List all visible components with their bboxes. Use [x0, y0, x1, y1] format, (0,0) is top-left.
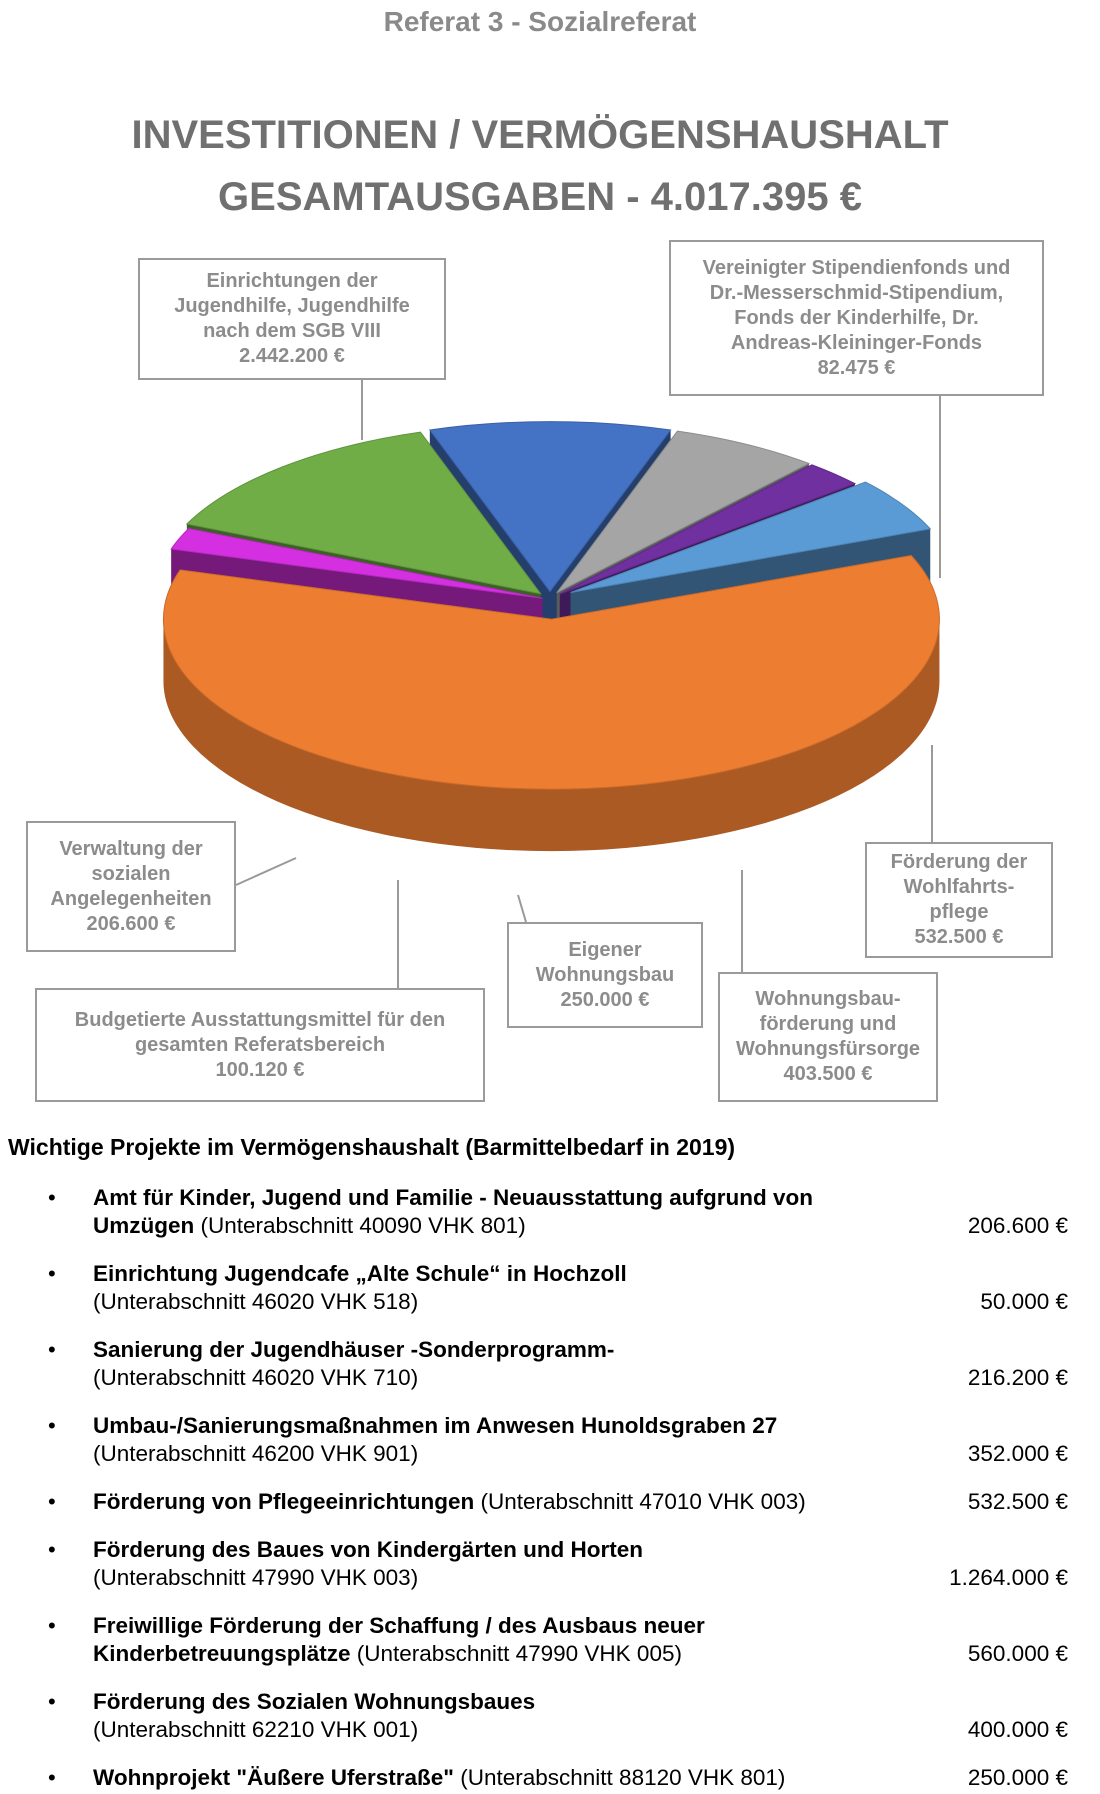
- list-item: [0, 1536, 1080, 1592]
- callout-line: gesamten Referatsbereich: [134, 1033, 386, 1056]
- callout-line: pflege: [929, 901, 989, 923]
- project-text: [93, 1260, 913, 1316]
- bullet-icon: •: [48, 1185, 56, 1210]
- callout-line: Verwaltung der: [59, 837, 203, 860]
- project-amount: 50.000 €: [980, 1289, 1068, 1314]
- bullet-icon: •: [48, 1413, 56, 1438]
- project-text: [93, 1184, 913, 1240]
- project-ref: (Unterabschnitt 88120 VHK 801): [453, 1765, 786, 1790]
- callout-lines: [148, 269, 436, 344]
- project-title: Sanierung der Jugendhäuser -Sonderprogramm-: [93, 1337, 615, 1362]
- chart-title-line2: GESAMTAUSGABEN - 4.017.395 €: [218, 175, 862, 219]
- project-title: Einrichtung Jugendcafe „Alte Schule“ in Hochzoll: [93, 1261, 627, 1286]
- callout-line: nach dem SGB VIII: [203, 320, 381, 342]
- list-item: [0, 1260, 1080, 1316]
- callout-line: Einrichtungen der: [206, 270, 378, 292]
- project-text: [93, 1764, 873, 1792]
- leader-line: [518, 895, 526, 922]
- projects-heading: Wichtige Projekte im Vermögenshaushalt (Barmittelbedarf in 2019): [8, 1134, 736, 1160]
- project-amount: 206.600 €: [967, 1213, 1068, 1238]
- bullet-icon: •: [48, 1489, 56, 1514]
- callout-value: 532.500 €: [914, 926, 1004, 948]
- callout-line: Dr.-Messerschmid-Stipendium,: [709, 281, 1004, 304]
- project-title: Umbau-/Sanierungsmaßnahmen im Anwesen Hunoldsgraben 27: [93, 1413, 778, 1438]
- project-amount: 250.000 €: [967, 1765, 1068, 1790]
- callout-line: Vereinigter Stipendienfonds und: [702, 256, 1011, 279]
- bullet-icon: •: [48, 1261, 56, 1286]
- bullet-icon: •: [48, 1337, 56, 1362]
- project-title: Förderung des Sozialen Wohnungsbaues: [93, 1689, 536, 1714]
- project-title: Wohnprojekt "Äußere Uferstraße": [93, 1765, 454, 1790]
- project-text: [93, 1688, 913, 1744]
- list-item: [0, 1612, 1080, 1668]
- project-amount: 216.200 €: [967, 1365, 1068, 1390]
- list-item: [0, 1412, 1080, 1468]
- list-item: [0, 1488, 1080, 1516]
- project-ref: (Unterabschnitt 47010 VHK 003): [474, 1489, 806, 1514]
- project-amount: 560.000 €: [967, 1641, 1068, 1666]
- bullet-icon: •: [48, 1765, 56, 1790]
- project-ref: (Unterabschnitt 47990 VHK 003): [93, 1565, 419, 1590]
- callout-value: 100.120 €: [215, 1058, 305, 1081]
- callout-line: Wohnungsbau: [535, 963, 675, 986]
- callout-line: förderung und: [759, 1013, 897, 1035]
- callout-value: 206.600 €: [86, 912, 176, 935]
- page-header: Referat 3 - Sozialreferat: [383, 6, 697, 37]
- project-text: [93, 1488, 873, 1516]
- project-ref: (Unterabschnitt 46200 VHK 901): [93, 1441, 419, 1466]
- callout-line: Fonds der Kinderhilfe, Dr.: [734, 306, 979, 329]
- project-title: Amt für Kinder, Jugend und Familie - Neuausstattung aufgrund von Umzügen: [93, 1185, 814, 1238]
- callout-line: sozialen: [91, 862, 171, 885]
- chart-title-line1: INVESTITIONEN / VERMÖGENSHAUSHALT: [131, 113, 949, 157]
- bullet-icon: •: [48, 1613, 56, 1638]
- project-ref: (Unterabschnitt 46020 VHK 710): [93, 1365, 419, 1390]
- callout-line: Eigener: [568, 938, 642, 961]
- callout-value: 403.500 €: [783, 1063, 873, 1085]
- list-item: [0, 1336, 1080, 1392]
- callout-jugendhilfe: [138, 258, 446, 380]
- callout-line: Budgetierte Ausstattungsmittel für den: [74, 1008, 446, 1031]
- project-amount: 352.000 €: [967, 1441, 1068, 1466]
- project-ref: (Unterabschnitt 62210 VHK 001): [93, 1717, 419, 1742]
- callout-eigener-wohnungsbau: [507, 922, 703, 1028]
- project-text: [93, 1412, 913, 1468]
- callout-line: Andreas-Kleininger-Fonds: [730, 331, 983, 354]
- list-item: [0, 1688, 1080, 1744]
- project-amount: 400.000 €: [967, 1717, 1068, 1742]
- callout-line: Förderung der: [890, 851, 1028, 873]
- callout-line: Jugendhilfe, Jugendhilfe: [174, 295, 410, 317]
- callout-line: Wohlfahrts-: [903, 876, 1015, 898]
- project-title: Freiwillige Förderung der Schaffung / des Ausbaus neuer Kinderbetreuungsplätze: [93, 1613, 705, 1666]
- project-text: [93, 1336, 913, 1392]
- callout-line: Wohnungsbau-: [755, 988, 901, 1010]
- bullet-icon: •: [48, 1689, 56, 1714]
- callout-value: 82.475 €: [817, 356, 896, 379]
- project-amount: 532.500 €: [967, 1489, 1068, 1514]
- callout-wohlfahrtspflege: [865, 842, 1053, 958]
- list-item: [0, 1184, 1080, 1240]
- callout-line: Angelegenheiten: [50, 887, 212, 910]
- project-text: [93, 1612, 793, 1668]
- callout-line: Wohnungsfürsorge: [735, 1038, 921, 1060]
- callout-wohnungsfuersorge: [718, 972, 938, 1102]
- bullet-icon: •: [48, 1537, 56, 1562]
- callout-ausstattungsmittel: [35, 988, 485, 1102]
- callout-value: 2.442.200 €: [239, 345, 345, 367]
- project-text: [93, 1536, 913, 1592]
- project-ref: (Unterabschnitt 40090 VHK 801): [194, 1213, 526, 1238]
- project-title: Förderung des Baues von Kindergärten und Horten: [93, 1537, 644, 1562]
- callout-value: 250.000 €: [560, 988, 650, 1011]
- callout-verwaltung: [26, 821, 236, 952]
- project-title: Förderung von Pflegeeinrichtungen: [93, 1489, 475, 1514]
- list-item: [0, 1764, 1080, 1792]
- project-ref: (Unterabschnitt 46020 VHK 518): [93, 1289, 419, 1314]
- callout-stipendienfonds: [669, 240, 1044, 396]
- project-amount: 1.264.000 €: [949, 1565, 1068, 1590]
- leader-line: [236, 858, 296, 885]
- project-ref: (Unterabschnitt 47990 VHK 005): [350, 1641, 682, 1666]
